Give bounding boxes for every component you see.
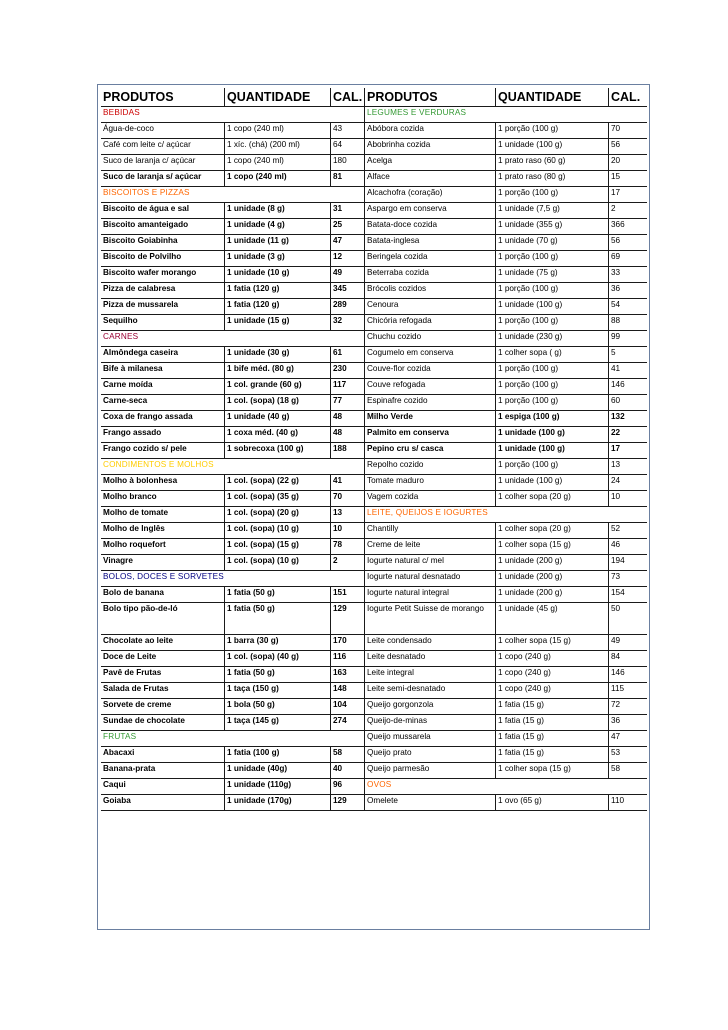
product-name: Repolho cozido (365, 459, 495, 475)
product-quantity: 1 fatia (15 g) (495, 699, 608, 715)
product-calories: 88 (608, 315, 647, 331)
product-quantity: 1 unidade (230 g) (495, 331, 608, 347)
product-name: Molho à bolonhesa (101, 475, 224, 491)
product-name: Pizza de calabresa (101, 283, 224, 299)
product-calories: 31 (330, 203, 365, 219)
product-quantity: 1 unidade (100 g) (495, 299, 608, 315)
product-calories: 20 (608, 155, 647, 171)
product-name: Coxa de frango assada (101, 411, 224, 427)
product-name: Vagem cozida (365, 491, 495, 507)
product-name: Biscoito Goiabinha (101, 235, 224, 251)
product-name: Chocolate ao leite (101, 635, 224, 651)
product-quantity: 1 porção (100 g) (495, 459, 608, 475)
product-calories: 47 (330, 235, 365, 251)
product-calories: 81 (330, 171, 365, 187)
product-name: Abobrinha cozida (365, 139, 495, 155)
product-name: Milho Verde (365, 411, 495, 427)
product-calories: 32 (330, 315, 365, 331)
product-calories: 146 (608, 379, 647, 395)
product-quantity: 1 unidade (200 g) (495, 587, 608, 603)
product-name: Abacaxi (101, 747, 224, 763)
product-name: Sundae de chocolate (101, 715, 224, 731)
product-calories: 345 (330, 283, 365, 299)
product-name: Espinafre cozido (365, 395, 495, 411)
header-produtos-right: PRODUTOS (365, 88, 495, 107)
product-name: Café com leite c/ açúcar (101, 139, 224, 155)
product-quantity: 1 unidade (3 g) (224, 251, 330, 267)
product-name: Queijo gorgonzola (365, 699, 495, 715)
product-name: Alcachofra (coração) (365, 187, 495, 203)
product-calories: 48 (330, 411, 365, 427)
product-quantity: 1 copo (240 ml) (224, 123, 330, 139)
product-calories: 69 (608, 251, 647, 267)
product-name: Beringela cozida (365, 251, 495, 267)
product-quantity: 1 porção (100 g) (495, 187, 608, 203)
product-calories: 13 (608, 459, 647, 475)
product-quantity: 1 unidade (40g) (224, 763, 330, 779)
product-calories: 60 (608, 395, 647, 411)
product-name: Queijo parmesão (365, 763, 495, 779)
product-name: Chantilly (365, 523, 495, 539)
product-name: Queijo-de-minas (365, 715, 495, 731)
product-quantity: 1 ovo (65 g) (495, 795, 608, 811)
product-calories: 49 (608, 635, 647, 651)
product-calories: 104 (330, 699, 365, 715)
product-quantity: 1 porção (100 g) (495, 379, 608, 395)
product-name: Cenoura (365, 299, 495, 315)
product-name: Salada de Frutas (101, 683, 224, 699)
product-calories: 61 (330, 347, 365, 363)
product-quantity: 1 unidade (7,5 g) (495, 203, 608, 219)
product-quantity: 1 unidade (200 g) (495, 571, 608, 587)
product-name: Água-de-coco (101, 123, 224, 139)
product-calories: 72 (608, 699, 647, 715)
product-name: Doce de Leite (101, 651, 224, 667)
product-calories: 116 (330, 651, 365, 667)
product-quantity: 1 colher sopa (15 g) (495, 635, 608, 651)
product-quantity: 1 unidade (100 g) (495, 475, 608, 491)
product-name: Leite condensado (365, 635, 495, 651)
product-name: Molho de tomate (101, 507, 224, 523)
product-name: Chuchu cozido (365, 331, 495, 347)
product-calories: 132 (608, 411, 647, 427)
product-calories: 77 (330, 395, 365, 411)
product-quantity: 1 unidade (11 g) (224, 235, 330, 251)
product-name: Sequilho (101, 315, 224, 331)
product-quantity: 1 copo (240 ml) (224, 171, 330, 187)
product-calories: 50 (608, 603, 647, 635)
product-calories: 53 (608, 747, 647, 763)
product-quantity: 1 unidade (355 g) (495, 219, 608, 235)
product-calories: 17 (608, 443, 647, 459)
header-cal-left: CAL. (330, 88, 365, 107)
product-quantity: 1 unidade (45 g) (495, 603, 608, 635)
product-quantity: 1 fatia (15 g) (495, 747, 608, 763)
product-name: Almôndega caseira (101, 347, 224, 363)
product-calories: 47 (608, 731, 647, 747)
product-quantity: 1 porção (100 g) (495, 395, 608, 411)
product-quantity: 1 porção (100 g) (495, 251, 608, 267)
product-name: Vinagre (101, 555, 224, 571)
product-calories: 170 (330, 635, 365, 651)
product-name: Frango cozido s/ pele (101, 443, 224, 459)
product-quantity: 1 fatia (100 g) (224, 747, 330, 763)
product-quantity: 1 colher sopa (20 g) (495, 491, 608, 507)
product-calories: 117 (330, 379, 365, 395)
product-quantity: 1 col. (sopa) (10 g) (224, 523, 330, 539)
product-calories: 148 (330, 683, 365, 699)
product-calories: 230 (330, 363, 365, 379)
product-quantity: 1 unidade (200 g) (495, 555, 608, 571)
product-calories: 56 (608, 235, 647, 251)
product-calories: 151 (330, 587, 365, 603)
product-name: Goiaba (101, 795, 224, 811)
product-name: Biscoito amanteigado (101, 219, 224, 235)
header-produtos-left: PRODUTOS (101, 88, 224, 107)
product-quantity: 1 fatia (15 g) (495, 731, 608, 747)
product-calories: 36 (608, 715, 647, 731)
product-name: Palmito em conserva (365, 427, 495, 443)
category-label: CONDIMENTOS E MOLHOS (101, 459, 365, 475)
product-name: Bolo de banana (101, 587, 224, 603)
product-quantity: 1 taça (145 g) (224, 715, 330, 731)
calorie-table (101, 88, 647, 811)
product-quantity: 1 coxa méd. (40 g) (224, 427, 330, 443)
product-quantity: 1 taça (150 g) (224, 683, 330, 699)
product-calories: 13 (330, 507, 365, 523)
product-calories: 40 (330, 763, 365, 779)
product-name: Suco de laranja s/ açúcar (101, 171, 224, 187)
product-calories: 180 (330, 155, 365, 171)
product-quantity: 1 unidade (100 g) (495, 427, 608, 443)
category-label: BEBIDAS (101, 107, 365, 123)
category-label: FRUTAS (101, 731, 365, 747)
header-cal-right: CAL. (608, 88, 647, 107)
product-quantity: 1 unidade (100 g) (495, 139, 608, 155)
product-name: Creme de leite (365, 539, 495, 555)
product-name: Leite integral (365, 667, 495, 683)
product-calories: 188 (330, 443, 365, 459)
product-calories: 10 (608, 491, 647, 507)
product-quantity: 1 unidade (40 g) (224, 411, 330, 427)
product-calories: 274 (330, 715, 365, 731)
product-quantity: 1 unidade (10 g) (224, 267, 330, 283)
product-name: Abóbora cozida (365, 123, 495, 139)
product-quantity: 1 colher sopa (15 g) (495, 763, 608, 779)
product-quantity: 1 unidade (100 g) (495, 443, 608, 459)
product-quantity: 1 porção (100 g) (495, 283, 608, 299)
product-name: Iogurte natural desnatado (365, 571, 495, 587)
product-quantity: 1 unidade (4 g) (224, 219, 330, 235)
product-calories: 48 (330, 427, 365, 443)
product-calories: 163 (330, 667, 365, 683)
category-label: CARNES (101, 331, 365, 347)
product-quantity: 1 fatia (120 g) (224, 299, 330, 315)
product-name: Alface (365, 171, 495, 187)
product-quantity: 1 copo (240 g) (495, 683, 608, 699)
product-quantity: 1 unidade (15 g) (224, 315, 330, 331)
product-calories: 24 (608, 475, 647, 491)
product-quantity: 1 col. (sopa) (18 g) (224, 395, 330, 411)
product-calories: 25 (330, 219, 365, 235)
product-name: Beterraba cozida (365, 267, 495, 283)
product-name: Bife à milanesa (101, 363, 224, 379)
product-calories: 2 (608, 203, 647, 219)
category-label: BOLOS, DOCES E SORVETES (101, 571, 365, 587)
product-calories: 73 (608, 571, 647, 587)
product-name: Queijo mussarela (365, 731, 495, 747)
product-quantity: 1 fatia (50 g) (224, 587, 330, 603)
product-calories: 5 (608, 347, 647, 363)
product-quantity: 1 col. (sopa) (10 g) (224, 555, 330, 571)
header-quantidade-left: QUANTIDADE (224, 88, 330, 107)
category-label: OVOS (365, 779, 647, 795)
product-quantity: 1 col. (sopa) (35 g) (224, 491, 330, 507)
product-quantity: 1 bola (50 g) (224, 699, 330, 715)
product-name: Tomate maduro (365, 475, 495, 491)
product-calories: 129 (330, 603, 365, 635)
product-name: Biscoito de Polvilho (101, 251, 224, 267)
product-quantity: 1 col. (sopa) (15 g) (224, 539, 330, 555)
product-quantity: 1 fatia (15 g) (495, 715, 608, 731)
product-quantity: 1 copo (240 g) (495, 667, 608, 683)
product-quantity: 1 porção (100 g) (495, 123, 608, 139)
product-name: Carne moída (101, 379, 224, 395)
product-quantity: 1 colher sopa ( g) (495, 347, 608, 363)
product-quantity: 1 colher sopa (15 g) (495, 539, 608, 555)
product-quantity: 1 fatia (50 g) (224, 603, 330, 635)
product-calories: 33 (608, 267, 647, 283)
category-label: BISCOITOS E PIZZAS (101, 187, 365, 203)
product-name: Caqui (101, 779, 224, 795)
product-name: Queijo prato (365, 747, 495, 763)
product-calories: 64 (330, 139, 365, 155)
product-name: Molho de Inglês (101, 523, 224, 539)
product-quantity: 1 unidade (170g) (224, 795, 330, 811)
product-name: Chicória refogada (365, 315, 495, 331)
product-calories: 54 (608, 299, 647, 315)
product-name: Leite desnatado (365, 651, 495, 667)
product-calories: 36 (608, 283, 647, 299)
product-calories: 96 (330, 779, 365, 795)
product-name: Iogurte natural integral (365, 587, 495, 603)
product-quantity: 1 unidade (8 g) (224, 203, 330, 219)
product-calories: 58 (608, 763, 647, 779)
product-quantity: 1 col. (sopa) (20 g) (224, 507, 330, 523)
product-calories: 2 (330, 555, 365, 571)
product-quantity: 1 prato raso (60 g) (495, 155, 608, 171)
product-quantity: 1 espiga (100 g) (495, 411, 608, 427)
product-name: Bolo tipo pão-de-ló (101, 603, 224, 635)
product-quantity: 1 col. grande (60 g) (224, 379, 330, 395)
product-quantity: 1 col. (sopa) (40 g) (224, 651, 330, 667)
product-quantity: 1 unidade (110g) (224, 779, 330, 795)
product-name: Couve refogada (365, 379, 495, 395)
product-quantity: 1 bife méd. (80 g) (224, 363, 330, 379)
product-quantity: 1 colher sopa (20 g) (495, 523, 608, 539)
product-name: Pepino cru s/ casca (365, 443, 495, 459)
product-calories: 129 (330, 795, 365, 811)
product-calories: 70 (330, 491, 365, 507)
product-name: Sorvete de creme (101, 699, 224, 715)
product-quantity: 1 xíc. (chá) (200 ml) (224, 139, 330, 155)
product-name: Aspargo em conserva (365, 203, 495, 219)
product-quantity: 1 unidade (30 g) (224, 347, 330, 363)
product-name: Brócolis cozidos (365, 283, 495, 299)
header-quantidade-right: QUANTIDADE (495, 88, 608, 107)
product-calories: 15 (608, 171, 647, 187)
product-name: Biscoito de água e sal (101, 203, 224, 219)
product-calories: 41 (330, 475, 365, 491)
product-calories: 10 (330, 523, 365, 539)
product-calories: 49 (330, 267, 365, 283)
product-calories: 43 (330, 123, 365, 139)
product-calories: 84 (608, 651, 647, 667)
product-name: Couve-flor cozida (365, 363, 495, 379)
product-quantity: 1 porção (100 g) (495, 363, 608, 379)
product-name: Pizza de mussarela (101, 299, 224, 315)
product-name: Molho roquefort (101, 539, 224, 555)
product-calories: 70 (608, 123, 647, 139)
product-calories: 99 (608, 331, 647, 347)
product-calories: 46 (608, 539, 647, 555)
product-name: Omelete (365, 795, 495, 811)
product-calories: 22 (608, 427, 647, 443)
category-label: LEGUMES E VERDURAS (365, 107, 647, 123)
product-name: Iogurte Petit Suisse de morango (365, 603, 495, 635)
product-calories: 41 (608, 363, 647, 379)
product-calories: 115 (608, 683, 647, 699)
product-calories: 56 (608, 139, 647, 155)
product-calories: 52 (608, 523, 647, 539)
product-name: Iogurte natural c/ mel (365, 555, 495, 571)
product-name: Batata-doce cozida (365, 219, 495, 235)
product-quantity: 1 porção (100 g) (495, 315, 608, 331)
product-calories: 289 (330, 299, 365, 315)
product-quantity: 1 fatia (50 g) (224, 667, 330, 683)
product-name: Carne-seca (101, 395, 224, 411)
product-quantity: 1 col. (sopa) (22 g) (224, 475, 330, 491)
product-name: Pavê de Frutas (101, 667, 224, 683)
product-quantity: 1 unidade (75 g) (495, 267, 608, 283)
product-calories: 12 (330, 251, 365, 267)
product-name: Batata-inglesa (365, 235, 495, 251)
product-name: Leite semi-desnatado (365, 683, 495, 699)
product-calories: 154 (608, 587, 647, 603)
product-calories: 58 (330, 747, 365, 763)
product-calories: 366 (608, 219, 647, 235)
product-name: Cogumelo em conserva (365, 347, 495, 363)
product-calories: 110 (608, 795, 647, 811)
product-calories: 194 (608, 555, 647, 571)
product-name: Suco de laranja c/ açúcar (101, 155, 224, 171)
product-quantity: 1 prato raso (80 g) (495, 171, 608, 187)
product-calories: 78 (330, 539, 365, 555)
product-name: Frango assado (101, 427, 224, 443)
product-quantity: 1 barra (30 g) (224, 635, 330, 651)
product-name: Biscoito wafer morango (101, 267, 224, 283)
product-name: Molho branco (101, 491, 224, 507)
product-quantity: 1 copo (240 g) (495, 651, 608, 667)
product-quantity: 1 unidade (70 g) (495, 235, 608, 251)
category-label: LEITE, QUEIJOS E IOGURTES (365, 507, 647, 523)
product-calories: 17 (608, 187, 647, 203)
product-calories: 146 (608, 667, 647, 683)
product-quantity: 1 sobrecoxa (100 g) (224, 443, 330, 459)
product-quantity: 1 copo (240 ml) (224, 155, 330, 171)
product-quantity: 1 fatia (120 g) (224, 283, 330, 299)
product-name: Acelga (365, 155, 495, 171)
product-name: Banana-prata (101, 763, 224, 779)
